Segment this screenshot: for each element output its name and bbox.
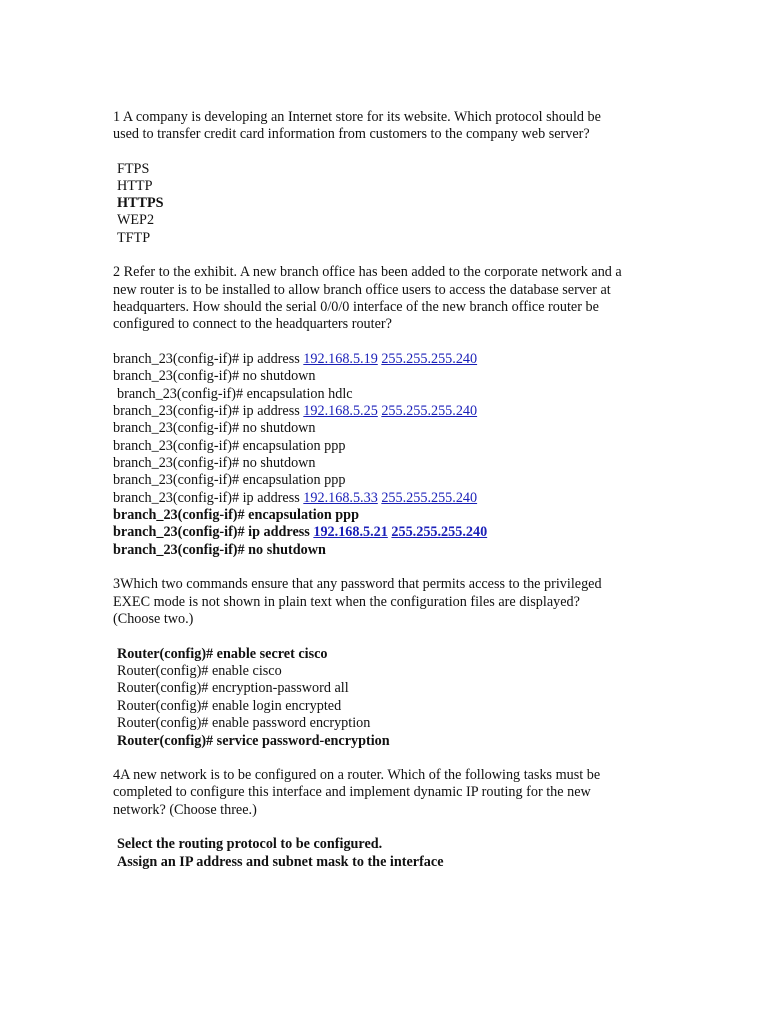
cli-prompt: branch_23(config-if)# (113, 524, 245, 540)
q2-question-line-4: configured to connect to the headquarters router? (113, 316, 392, 332)
q3-option-encryption-password: Router(config)# encryption-password all (117, 680, 349, 696)
cli-command: ip address (248, 524, 310, 540)
cli-prompt: branch_23(config-if)# (113, 455, 240, 471)
q1-option-tftp: TFTP (117, 230, 151, 246)
q1-option-http: HTTP (117, 178, 153, 194)
ip-link[interactable]: 192.168.5.19 (303, 351, 378, 367)
cli-command: encapsulation hdlc (246, 386, 353, 402)
q3-option-enable-cisco: Router(config)# enable cisco (117, 663, 282, 679)
cli-prompt: branch_23(config-if)# (117, 386, 244, 402)
cli-command: no shutdown (242, 368, 316, 384)
cli-prompt: branch_23(config-if)# (113, 490, 240, 506)
cli-command: ip address (242, 351, 300, 367)
q1-option-ftps: FTPS (117, 161, 150, 177)
cli-prompt: branch_23(config-if)# (113, 542, 245, 558)
q4-option-ip-address: Assign an IP address and subnet mask to the interface (117, 854, 444, 870)
cli-command: ip address (242, 490, 300, 506)
q2-answer-encap-ppp (113, 507, 359, 524)
cli-command: encapsulation ppp (248, 507, 359, 523)
mask-link[interactable]: 255.255.255.240 (391, 524, 488, 540)
cli-command: encapsulation ppp (242, 472, 346, 488)
q2-cmd-no-shutdown-2 (113, 420, 316, 437)
q1-question-line-1: 1 A company is developing an Internet store for its website. Which protocol should be (113, 109, 601, 125)
q4-question-line-2: completed to configure this interface and implement dynamic IP routing for the new (113, 784, 591, 800)
cli-prompt: branch_23(config-if)# (113, 507, 245, 523)
cli-prompt: branch_23(config-if)# (113, 420, 240, 436)
q2-cmd-no-shutdown-3 (113, 455, 316, 472)
cli-prompt: branch_23(config-if)# (113, 368, 240, 384)
q2-question-line-1: 2 Refer to the exhibit. A new branch office has been added to the corporate network and a (113, 264, 622, 280)
q3-option-service-password-encryption: Router(config)# service password-encryption (117, 733, 390, 749)
cli-prompt: branch_23(config-if)# (113, 403, 240, 419)
q3-question-line-3: (Choose two.) (113, 611, 194, 627)
cli-command: no shutdown (242, 420, 316, 436)
q1-option-https: HTTPS (117, 195, 164, 211)
q4-option-routing-protocol: Select the routing protocol to be configured. (117, 836, 383, 852)
mask-link[interactable]: 255.255.255.240 (381, 490, 478, 506)
cli-command: no shutdown (242, 455, 316, 471)
mask-link[interactable]: 255.255.255.240 (381, 403, 478, 419)
q3-question-line-1: 3Which two commands ensure that any password that permits access to the privileged (113, 576, 602, 592)
cli-command: encapsulation ppp (242, 438, 346, 454)
cli-prompt: branch_23(config-if)# (113, 351, 240, 367)
q2-cmd-encap-ppp-1 (113, 438, 345, 455)
mask-link[interactable]: 255.255.255.240 (381, 351, 478, 367)
q3-question-line-2: EXEC mode is not shown in plain text when the configuration files are displayed? (113, 594, 580, 610)
q2-cmd-encap-hdlc (117, 386, 353, 403)
q3-option-enable-login: Router(config)# enable login encrypted (117, 698, 342, 714)
ip-link[interactable]: 192.168.5.25 (303, 403, 378, 419)
q2-cmd-ip-25 (113, 403, 477, 420)
cli-command: no shutdown (248, 542, 326, 558)
q4-question-line-1: 4A new network is to be configured on a router. Which of the following tasks must be (113, 767, 601, 783)
q2-cmd-ip-19 (113, 351, 477, 368)
cli-command: ip address (242, 403, 300, 419)
cli-prompt: branch_23(config-if)# (113, 472, 240, 488)
q3-option-enable-secret: Router(config)# enable secret cisco (117, 646, 328, 662)
q4-question-line-3: network? (Choose three.) (113, 802, 257, 818)
q2-cmd-no-shutdown-1 (113, 368, 316, 385)
cli-prompt: branch_23(config-if)# (113, 438, 240, 454)
q2-cmd-ip-33 (113, 490, 477, 507)
q2-answer-ip-21 (113, 524, 487, 541)
q2-answer-no-shutdown (113, 542, 326, 559)
q3-option-enable-password-encryption: Router(config)# enable password encryption (117, 715, 371, 731)
q1-question-line-2: used to transfer credit card information from customers to the company web server? (113, 126, 590, 142)
q2-cmd-encap-ppp-2 (113, 472, 345, 489)
ip-link[interactable]: 192.168.5.21 (313, 524, 388, 540)
q2-question-line-2: new router is to be installed to allow branch office users to access the database server at (113, 282, 611, 298)
ip-link[interactable]: 192.168.5.33 (303, 490, 378, 506)
q1-option-wep2: WEP2 (117, 212, 155, 228)
q2-question-line-3: headquarters. How should the serial 0/0/0 interface of the new branch office router be (113, 299, 599, 315)
